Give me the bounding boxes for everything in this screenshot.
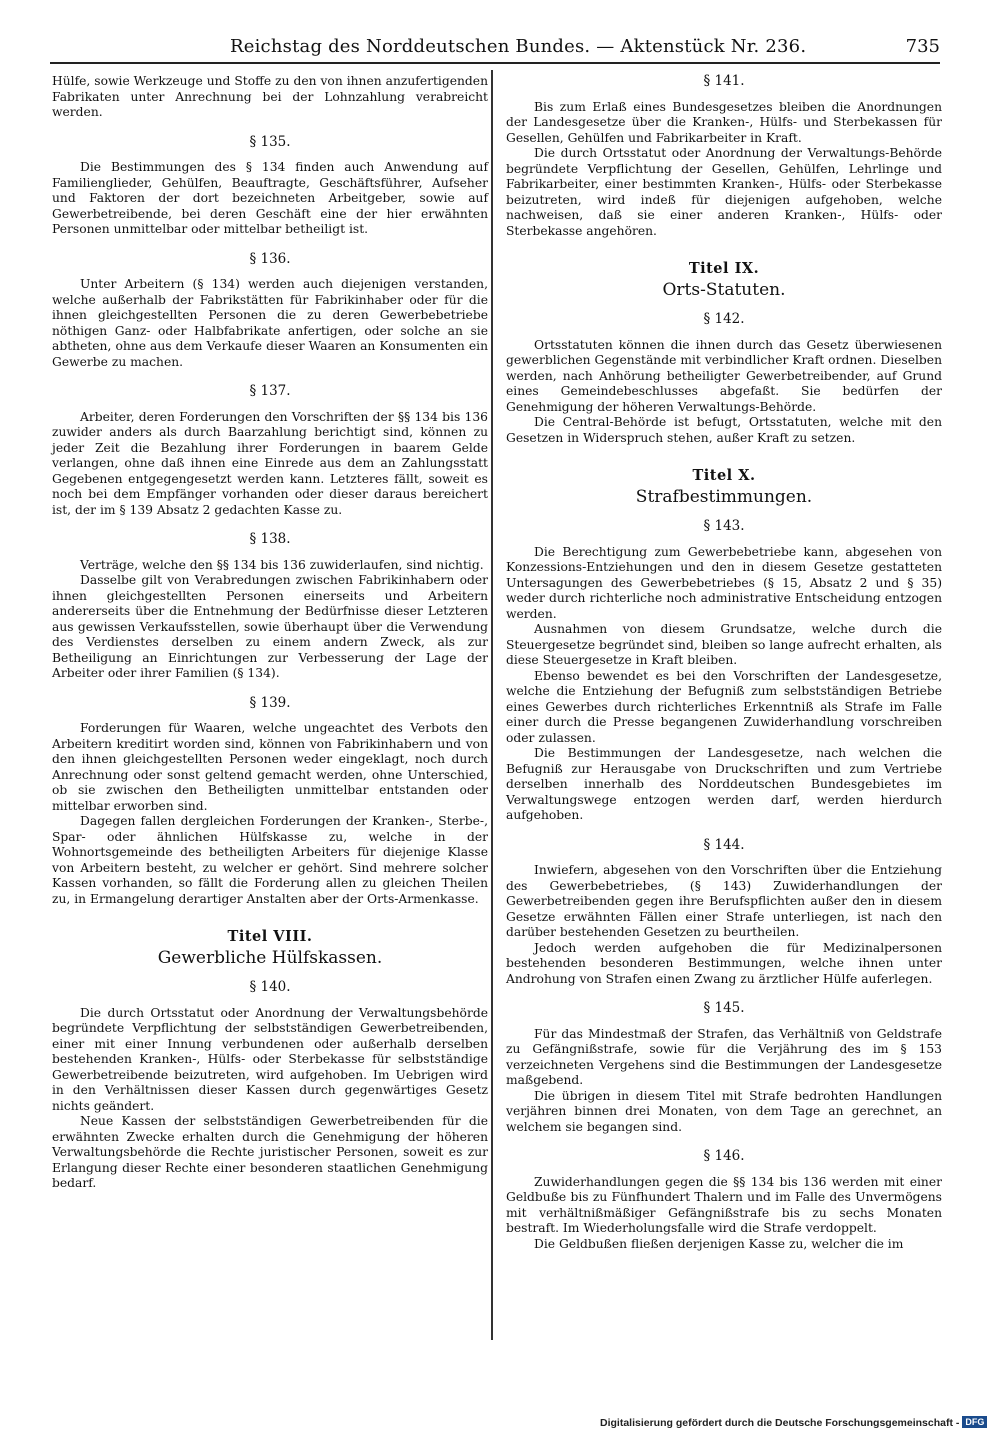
right-column <box>506 72 942 1252</box>
paragraph: Ortsstatuten können die ihnen durch das Gesetz überwiesenen gewerblichen Gegenstände mit verbindlicher Kraft ordnen. Dieselben werden, nach Anhörung betheiligter Gewerbetreibender, auf Grund eines Gemeindebeschlusses abgefaßt. Sie bedürfen der Genehmigung der höheren Verwaltungs-Behörde. <box>506 337 942 414</box>
paragraph: Die Bestimmungen der Landesgesetze, nach welchen die Befugniß zur Herausgabe von Druckschriften und zum Vertriebe derselben innerhalb des Norddeutschen Bundesgebietes im Verwaltungswege entzogen werden darf, werden hierdurch aufgehoben. <box>506 746 942 822</box>
section-heading-146: § 146. <box>703 1148 745 1164</box>
title-label-x: Titel X. <box>692 467 756 484</box>
column-divider <box>491 70 493 1340</box>
paragraph: Unter Arbeitern (§ 134) werden auch diejenigen verstanden, welche außerhalb der Fabrikstätten für Fabrikinhaber oder für die ihnen gleichgestellten Personen die zu deren Gewerbebetriebe nöthigen Ganz- oder Halbfabrikate anfertigen, oder solche an sie abtheten, ohne aus dem Verkaufe dieser Waaren an Konsumenten ein Gewerbe zu machen. <box>52 277 488 369</box>
paragraph: Neue Kassen der selbstständigen Gewerbetreibenden für die erwähnten Zwecke erhalten durch die Genehmigung der höheren Verwaltungsbehörde die Rechte juristischer Personen, soweit es zur Erlangung dieser Rechte einer besonderen staatlichen Genehmigung bedarf. <box>52 1114 488 1190</box>
section-heading-141: § 141. <box>703 73 745 89</box>
paragraph: Dagegen fallen dergleichen Forderungen der Kranken-, Sterbe-, Spar- oder ähnlichen Hülfskasse zu, welche in der Wohnortsgemeinde des betheiligten Arbeiters für diejenige Klasse von Arbeitern besteht, zu welcher er gehört. Sind mehrere solcher Kassen vorhanden, so fällt die Forderung allen zu gleichen Theilen zu, in Ermangelung derartiger Anstalten aber der Orts-Armenkasse. <box>52 814 488 906</box>
section-heading-143: § 143. <box>703 518 745 534</box>
paragraph: Verträge, welche den §§ 134 bis 136 zuwiderlaufen, sind nichtig. <box>80 557 484 572</box>
section-heading-136: § 136. <box>249 250 291 267</box>
paragraph: Die Berechtigung zum Gewerbebetriebe kann, abgesehen von Konzessions-Entziehungen und den in diesem Gesetze gestatteten Untersagungen des Gewerbebetriebes (§ 15, Absatz 2 und § 35) weder durch richterliche noch administrative Entscheidung entzogen werden. <box>506 544 942 621</box>
running-title: Reichstag des Norddeutschen Bundes. — Aktenstück Nr. 236. <box>230 36 807 57</box>
paragraph: Die übrigen in diesem Titel mit Strafe bedrohten Handlungen verjähren binnen drei Monaten, von dem Tage an gerechnet, an welchem sie begangen sind. <box>506 1088 942 1134</box>
left-column <box>52 72 488 1192</box>
paragraph: Inwiefern, abgesehen von den Vorschriften über die Entziehung des Gewerbebetriebes, (§ 143) Zuwiderhandlungen der Gewerbetreibenden gegen ihre Berufspflichten außer den in diesem Gesetze erwähnten Fällen einer Strafe unterliegen, ist nach den darüber bestehenden Gesetzen zu beurtheilen. <box>506 863 942 939</box>
title-name-x: Strafbestimmungen. <box>635 486 813 507</box>
title-name-viii: Gewerbliche Hülfskassen. <box>157 947 383 968</box>
paragraph: Arbeiter, deren Forderungen den Vorschriften der §§ 134 bis 136 zuwider anders als durch Baarzahlung berichtigt sind, können zu jeder Zeit die Bezahlung ihrer Forderungen in baarem Gelde verlangen, ohne daß ihnen eine Einrede aus dem an Zahlungsstatt Gegebenen entgegengesetzt werden kann. Letzteres fällt, soweit es noch bei dem Empfänger vorhanden oder dieser daraus bereichert ist, der im § 139 Absatz 2 gedachten Kasse zu. <box>52 409 488 517</box>
title-label-viii: Titel VIII. <box>227 928 313 945</box>
title-label-ix: Titel IX. <box>688 260 760 277</box>
paragraph: Die durch Ortsstatut oder Anordnung der Verwaltungsbehörde begründete Verpflichtung der selbstständigen Gewerbetreibenden, einer mit einer Innung verbundenen oder außerhalb derselben bestehenden Kranken-, Hülfs- oder Sterbekasse für selbstständige Gewerbetreibende beizutreten, wird aufgehoben. Im Uebrigen wird in den Verhältnissen dieser Kassen durch gegenwärtiges Gesetz nichts geändert. <box>52 1005 488 1113</box>
paragraph: Forderungen für Waaren, welche ungeachtet des Verbots den Arbeitern kreditirt worden sind, können von Fabrikinhabern und von den ihnen gleichgestellten Personen weder eingeklagt, noch durch Anrechnung oder sonst geltend gemacht werden, ohne Unterschied, ob sie zwischen den Betheiligten unmittelbar entstanden oder mittelbar erworben sind. <box>52 721 488 813</box>
paragraph: Für das Mindestmaß der Strafen, das Verhältniß von Geldstrafe zu Gefängnißstrafe, sowie für die Verjährung des im § 153 verzeichneten Vergehens sind die Bestimmungen der Landesgesetze maßgebend. <box>506 1026 942 1087</box>
title-name-ix: Orts-Statuten. <box>662 279 786 300</box>
digitization-footer <box>600 1416 1000 1432</box>
section-heading-140: § 140. <box>249 979 291 995</box>
paragraph: Ausnahmen von diesem Grundsatze, welche durch die Steuergesetze begründet sind, bleiben so lange aufrecht erhalten, als diese Steuergesetze in Kraft bleiben. <box>506 622 942 667</box>
paragraph: Zuwiderhandlungen gegen die §§ 134 bis 136 werden mit einer Geldbuße bis zu Fünfhundert Thalern und im Falle des Unvermögens mit verhältnißmäßiger Gefängnißstrafe bis zu sechs Monaten bestraft. Im Wiederholungsfalle wird die Strafe verdoppelt. <box>506 1174 942 1235</box>
dfg-logo: DFG <box>962 1416 987 1428</box>
paragraph: Die Bestimmungen des § 134 finden auch Anwendung auf Familienglieder, Gehülfen, Beauftragte, Geschäftsführer, Aufseher und Faktoren der dort bezeichneten Arbeitgeber, sowie auf Gewerbetreibende, bei deren Geschäft eine der hier erwähnten Personen unmittelbar oder mittelbar betheiligt ist. <box>52 160 488 236</box>
footer-text: Digitalisierung gefördert durch die Deutsche Forschungsgemeinschaft - <box>600 1417 960 1429</box>
section-heading-139: § 139. <box>249 694 291 711</box>
section-heading-135: § 135. <box>249 133 291 150</box>
section-heading-138: § 138. <box>249 531 291 547</box>
page-number: 735 <box>905 36 940 57</box>
paragraph: Ebenso bewendet es bei den Vorschriften der Landesgesetze, welche die Entziehung der Befugniß zum selbstständigen Betriebe eines Gewerbes durch richterliches Erkenntniß als Strafe im Falle einer durch die Presse begangenen Zuwiderhandlung vorschreiben oder zulassen. <box>506 668 942 745</box>
section-heading-145: § 145. <box>703 1000 745 1016</box>
section-heading-144: § 144. <box>703 836 745 853</box>
section-heading-142: § 142. <box>703 311 745 327</box>
paragraph: Bis zum Erlaß eines Bundesgesetzes bleiben die Anordnungen der Landesgesetze über die Kranken-, Hülfs- und Sterbekassen für Gesellen, Gehülfen und Fabrikarbeiter in Kraft. <box>506 99 942 145</box>
page-header <box>50 34 940 64</box>
paragraph: Die durch Ortsstatut oder Anordnung der Verwaltungs-Behörde begründete Verpflichtung der Gesellen, Gehülfen, Lehrlinge und Fabrikarbeiter, einer bestimmten Kranken-, Hülfs- oder Sterbekasse beizutreten, wird indeß für diejenigen aufgehoben, welche nachweisen, daß sie einer anderen Kranken-, Hülfs- oder Sterbekasse angehören. <box>506 146 942 238</box>
paragraph: Dasselbe gilt von Verabredungen zwischen Fabrikinhabern oder ihnen gleichgestellten Personen einerseits und Arbeitern andererseits über die Entnehmung der Bedürfnisse dieser Letzteren aus gewissen Verkaufsstellen, sowie überhaupt über die Verwendung des Verdienstes derselben zu einem andern Zweck, als zur Betheiligung an Einrichtungen zur Verbesserung der Lage der Arbeiter oder ihrer Familien (§ 134). <box>52 573 488 680</box>
paragraph: Die Central-Behörde ist befugt, Ortsstatuten, welche mit den Gesetzen in Widerspruch stehen, außer Kraft zu setzen. <box>506 415 942 445</box>
paragraph: Die Geldbußen fließen derjenigen Kasse zu, welcher die im <box>534 1236 904 1251</box>
paragraph: Hülfe, sowie Werkzeuge und Stoffe zu den von ihnen anzufertigenden Fabrikaten unter Anrechnung bei der Lohnzahlung verabreicht werden. <box>52 74 488 119</box>
section-heading-137: § 137. <box>249 383 291 399</box>
paragraph: Jedoch werden aufgehoben die für Medizinalpersonen bestehenden besonderen Bestimmungen, welche ihnen unter Androhung von Strafen einen Zwang zu ärztlicher Hülfe auferlegen. <box>506 940 942 986</box>
